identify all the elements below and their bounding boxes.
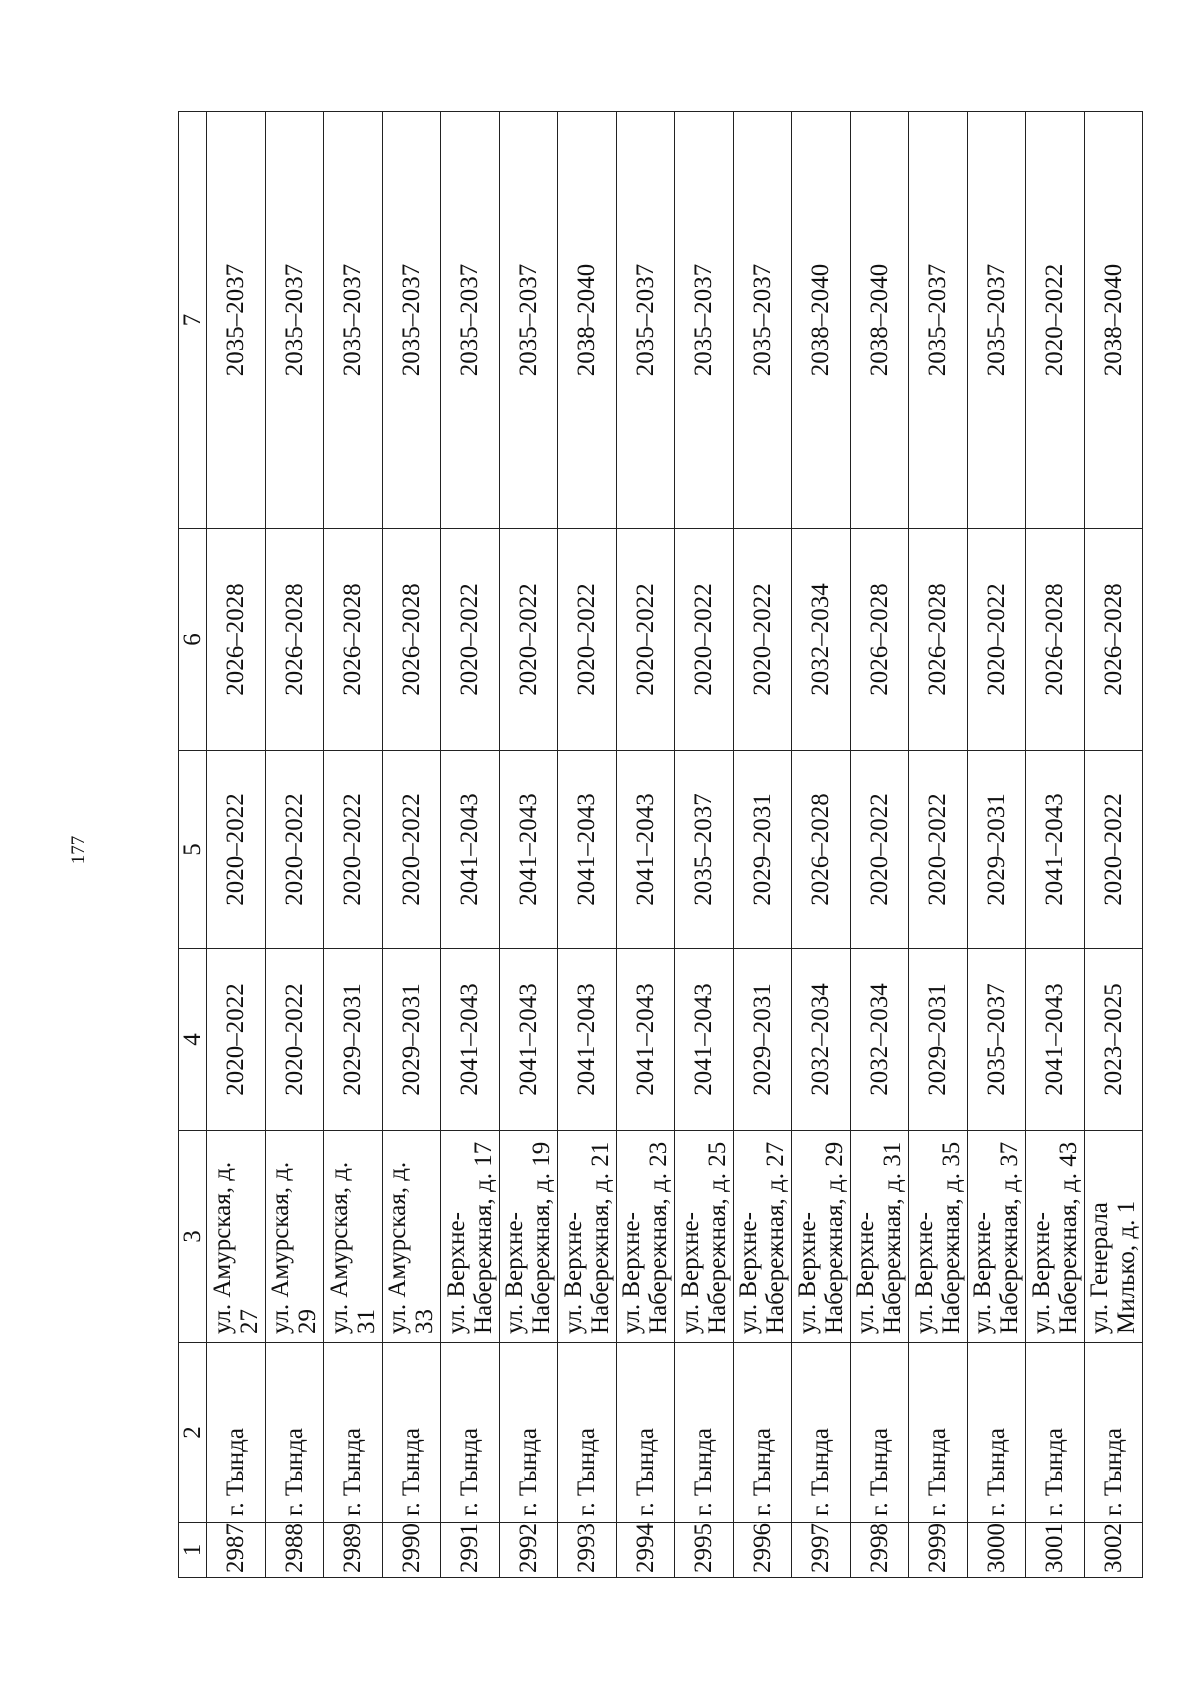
table-row — [675, 112, 734, 1578]
table-row — [733, 112, 792, 1578]
period-cell-4: 2041–2043 — [558, 949, 617, 1131]
column-header: 2 — [179, 1343, 207, 1523]
period-cell-6: 2020–2022 — [733, 529, 792, 751]
period-cell-7: 2038–2040 — [792, 112, 851, 529]
row-number-cell: 2998 — [850, 1523, 909, 1578]
period-cell-6: 2020–2022 — [441, 529, 500, 751]
period-cell-4: 2029–2031 — [324, 949, 383, 1131]
row-number-cell: 2993 — [558, 1523, 617, 1578]
period-cell-6: 2026–2028 — [1026, 529, 1085, 751]
period-cell-5: 2026–2028 — [792, 751, 851, 949]
period-cell-7: 2038–2040 — [1084, 112, 1143, 529]
period-cell-5: 2041–2043 — [558, 751, 617, 949]
row-number-cell: 2988 — [265, 1523, 324, 1578]
period-cell-5: 2029–2031 — [733, 751, 792, 949]
period-cell-4: 2041–2043 — [499, 949, 558, 1131]
row-number-cell: 2991 — [441, 1523, 500, 1578]
address-cell: ул. Верхне-Набережная, д. 17 — [441, 1131, 500, 1343]
period-cell-5: 2020–2022 — [1084, 751, 1143, 949]
city-cell: г. Тында — [792, 1343, 851, 1523]
period-cell-6: 2026–2028 — [324, 529, 383, 751]
period-cell-6: 2020–2022 — [675, 529, 734, 751]
column-header: 6 — [179, 529, 207, 751]
header-row — [179, 112, 207, 1578]
city-cell: г. Тында — [441, 1343, 500, 1523]
row-number-cell: 2992 — [499, 1523, 558, 1578]
row-number-cell: 3001 — [1026, 1523, 1085, 1578]
city-cell: г. Тында — [207, 1343, 266, 1523]
period-cell-6: 2026–2028 — [382, 529, 441, 751]
period-cell-5: 2020–2022 — [324, 751, 383, 949]
period-cell-7: 2035–2037 — [675, 112, 734, 529]
table-row — [616, 112, 675, 1578]
column-header: 1 — [179, 1523, 207, 1578]
period-cell-7: 2035–2037 — [265, 112, 324, 529]
address-cell: ул. Амурская, д. 33 — [382, 1131, 441, 1343]
period-cell-6: 2020–2022 — [499, 529, 558, 751]
row-number-cell: 2994 — [616, 1523, 675, 1578]
row-number-cell: 3002 — [1084, 1523, 1143, 1578]
city-cell: г. Тында — [265, 1343, 324, 1523]
column-header: 5 — [179, 751, 207, 949]
period-cell-4: 2029–2031 — [733, 949, 792, 1131]
row-number-cell: 2987 — [207, 1523, 266, 1578]
period-cell-7: 2035–2037 — [324, 112, 383, 529]
period-cell-7: 2035–2037 — [207, 112, 266, 529]
period-cell-7: 2035–2037 — [909, 112, 968, 529]
period-cell-6: 2026–2028 — [265, 529, 324, 751]
period-cell-4: 2035–2037 — [967, 949, 1026, 1131]
column-header: 3 — [179, 1131, 207, 1343]
address-cell: ул. Амурская, д. 29 — [265, 1131, 324, 1343]
city-cell: г. Тында — [909, 1343, 968, 1523]
period-cell-5: 2041–2043 — [441, 751, 500, 949]
period-cell-5: 2020–2022 — [265, 751, 324, 949]
period-cell-5: 2029–2031 — [967, 751, 1026, 949]
table-row — [207, 112, 266, 1578]
period-cell-5: 2035–2037 — [675, 751, 734, 949]
period-cell-7: 2035–2037 — [499, 112, 558, 529]
period-cell-6: 2026–2028 — [909, 529, 968, 751]
city-cell: г. Тында — [675, 1343, 734, 1523]
period-cell-7: 2035–2037 — [441, 112, 500, 529]
row-number-cell: 2989 — [324, 1523, 383, 1578]
period-cell-5: 2020–2022 — [207, 751, 266, 949]
address-cell: ул. Верхне-Набережная, д. 35 — [909, 1131, 968, 1343]
table-row — [558, 112, 617, 1578]
table-row — [1026, 112, 1085, 1578]
period-cell-5: 2020–2022 — [850, 751, 909, 949]
period-cell-7: 2020–2022 — [1026, 112, 1085, 529]
period-cell-6: 2032–2034 — [792, 529, 851, 751]
table-body — [207, 112, 1143, 1578]
period-cell-5: 2041–2043 — [499, 751, 558, 949]
table-row — [1084, 112, 1143, 1578]
period-cell-4: 2029–2031 — [909, 949, 968, 1131]
city-cell: г. Тында — [967, 1343, 1026, 1523]
address-cell: ул. Верхне-Набережная, д. 37 — [967, 1131, 1026, 1343]
data-table — [178, 111, 1143, 1578]
city-cell: г. Тында — [1026, 1343, 1085, 1523]
period-cell-4: 2020–2022 — [265, 949, 324, 1131]
row-number-cell: 3000 — [967, 1523, 1026, 1578]
period-cell-4: 2032–2034 — [792, 949, 851, 1131]
period-cell-5: 2020–2022 — [909, 751, 968, 949]
address-cell: ул. Верхне-Набережная, д. 21 — [558, 1131, 617, 1343]
table-row — [324, 112, 383, 1578]
address-cell: ул. Верхне-Набережная, д. 19 — [499, 1131, 558, 1343]
city-cell: г. Тында — [382, 1343, 441, 1523]
period-cell-7: 2035–2037 — [967, 112, 1026, 529]
period-cell-4: 2041–2043 — [1026, 949, 1085, 1131]
period-cell-7: 2038–2040 — [850, 112, 909, 529]
address-cell: ул. Верхне-Набережная, д. 31 — [850, 1131, 909, 1343]
row-number-cell: 2995 — [675, 1523, 734, 1578]
city-cell: г. Тында — [499, 1343, 558, 1523]
city-cell: г. Тында — [616, 1343, 675, 1523]
row-number-cell: 2999 — [909, 1523, 968, 1578]
table-row — [441, 112, 500, 1578]
row-number-cell: 2996 — [733, 1523, 792, 1578]
table-row — [850, 112, 909, 1578]
table-row — [792, 112, 851, 1578]
period-cell-7: 2035–2037 — [382, 112, 441, 529]
period-cell-5: 2020–2022 — [382, 751, 441, 949]
page-number: 177 — [68, 835, 89, 865]
period-cell-6: 2020–2022 — [967, 529, 1026, 751]
city-cell: г. Тында — [558, 1343, 617, 1523]
period-cell-7: 2038–2040 — [558, 112, 617, 529]
period-cell-6: 2020–2022 — [616, 529, 675, 751]
table-row — [967, 112, 1026, 1578]
table-row — [382, 112, 441, 1578]
address-cell: ул. Амурская, д. 31 — [324, 1131, 383, 1343]
period-cell-4: 2032–2034 — [850, 949, 909, 1131]
column-header: 7 — [179, 112, 207, 529]
period-cell-4: 2029–2031 — [382, 949, 441, 1131]
period-cell-4: 2023–2025 — [1084, 949, 1143, 1131]
address-cell: ул. Верхне-Набережная, д. 23 — [616, 1131, 675, 1343]
row-number-cell: 2997 — [792, 1523, 851, 1578]
period-cell-4: 2020–2022 — [207, 949, 266, 1131]
city-cell: г. Тында — [1084, 1343, 1143, 1523]
table-row — [499, 112, 558, 1578]
period-cell-4: 2041–2043 — [441, 949, 500, 1131]
address-cell: ул. Верхне-Набережная, д. 27 — [733, 1131, 792, 1343]
period-cell-5: 2041–2043 — [1026, 751, 1085, 949]
period-cell-6: 2026–2028 — [207, 529, 266, 751]
period-cell-6: 2026–2028 — [1084, 529, 1143, 751]
table-row — [909, 112, 968, 1578]
address-cell: ул. Верхне-Набережная, д. 25 — [675, 1131, 734, 1343]
column-header: 4 — [179, 949, 207, 1131]
rotated-table-wrapper — [178, 112, 1143, 1578]
period-cell-5: 2041–2043 — [616, 751, 675, 949]
address-cell: ул. Амурская, д. 27 — [207, 1131, 266, 1343]
period-cell-6: 2026–2028 — [850, 529, 909, 751]
address-cell: ул. Верхне-Набережная, д. 43 — [1026, 1131, 1085, 1343]
address-cell: ул. Верхне-Набережная, д. 29 — [792, 1131, 851, 1343]
city-cell: г. Тында — [733, 1343, 792, 1523]
period-cell-4: 2041–2043 — [616, 949, 675, 1131]
period-cell-6: 2020–2022 — [558, 529, 617, 751]
period-cell-4: 2041–2043 — [675, 949, 734, 1131]
period-cell-7: 2035–2037 — [616, 112, 675, 529]
city-cell: г. Тында — [324, 1343, 383, 1523]
row-number-cell: 2990 — [382, 1523, 441, 1578]
period-cell-7: 2035–2037 — [733, 112, 792, 529]
city-cell: г. Тында — [850, 1343, 909, 1523]
address-cell: ул. Генерала Милько, д. 1 — [1084, 1131, 1143, 1343]
table-row — [265, 112, 324, 1578]
